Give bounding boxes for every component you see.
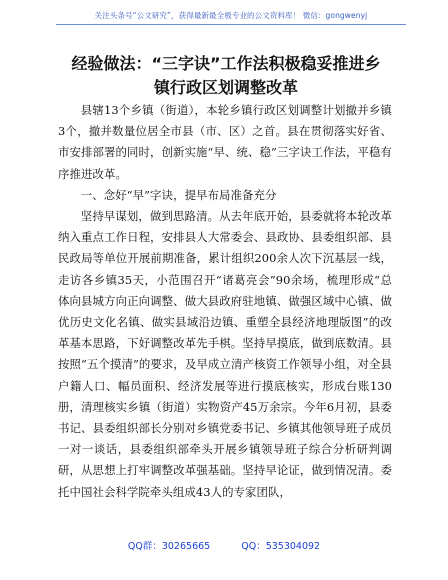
promo-header: 关注头条号“公文研究”，获得最新最全极专业的公文资料库！ 微信：gongwenyj [56,10,406,25]
title-line-2: 镇行政区划调整改革 [153,78,298,97]
qq-group-text: QQ群：30265665 [127,541,211,552]
qq-number-text: QQ：535304092 [241,541,321,552]
section-heading: 一、念好“早”字诀，提早布局准备充分 [80,187,277,202]
contact-footer [0,538,448,552]
paragraph-intro: 县辖13个乡镇（街道），本轮乡镇行政区划调整计划撤并乡镇3个，撤并数量位居全市县（市、区）之首。县在贯彻落实好省、市安排部署的同时，创新实施“早、统、稳”三字诀工作法，平稳有序推进改革。 [58,103,392,181]
document-title [56,52,396,100]
paragraph-section-1: 坚持早谋划，做到思路清。从去年底开始，县委就将本轮改革纳入重点工作日程，安排县人大常委会、县政协、县委组织部、县民政局等单位开展前期准备，累计组织200余人次下沉基层一线，走访各乡镇35天，小范围召开“诸葛亮会”90余场，梳理形成“总体向县城方向正向调整、做大县政府驻地镇、做强区域中心镇、做优历史文化名镇、做实县域沿边镇、重塑全县经济地理版图”的改革基本思路，下好调整改革先手棋。坚持早摸底，做到底数清。县按照“五个摸清”的要求，及早成立清产核资工作领导小组，对全县户籍人口、幅员面积、经济发展等进行摸底核实，形成台账130册，清理核实乡镇（街道）实物资产45万余宗。今年6月初，县委书记、县委组织部长分别对乡镇党委书记、乡镇其他领导班子成员一对一谈话，县委组织部牵头开展乡镇领导班子综合分析研判调研，从思想上打牢调整改革强基础。坚持早论证，做到情况清。委托中国社会科学院牵头组成43人的专家团队， [58,209,392,499]
document-body [58,100,392,503]
title-line-1: 经验做法：“三字诀”工作法积极稳妥推进乡 [71,54,381,73]
